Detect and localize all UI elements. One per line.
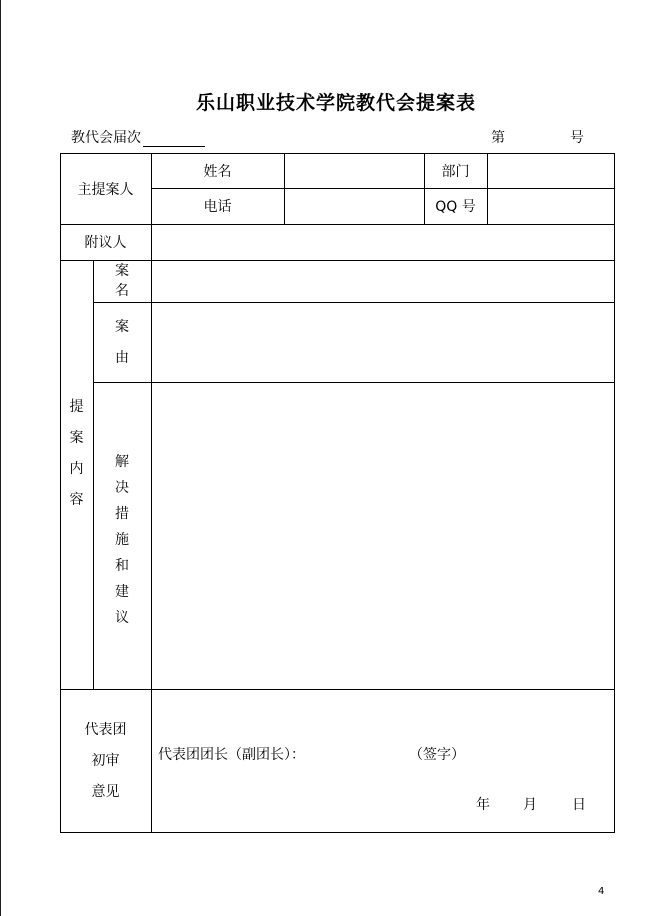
name-label: 姓名: [203, 163, 232, 180]
table-border-right: [614, 153, 615, 833]
solutions-field[interactable]: [151, 382, 614, 689]
content-section-label: [60, 400, 93, 540]
solutions-char: 建: [115, 584, 129, 600]
qq-field[interactable]: [487, 188, 614, 224]
number-suffix: 号: [569, 130, 584, 146]
solutions-char: 决: [115, 480, 129, 496]
proposal-number: [491, 127, 584, 147]
page-number: 4: [598, 886, 605, 897]
case-reason-field[interactable]: [151, 302, 614, 382]
leader-label: 代表团团长（副团长）：: [158, 747, 305, 763]
number-prefix: 第: [491, 130, 505, 146]
date-day: 日: [572, 797, 586, 813]
content-char: 容: [69, 492, 84, 508]
form-title: 乐山职业技术学院教代会提案表: [195, 92, 476, 114]
solutions-char: 措: [115, 506, 129, 522]
co-signers-field[interactable]: [151, 224, 614, 260]
department-label: 部门: [441, 163, 470, 180]
session-field: [71, 127, 205, 147]
solutions-char: 和: [115, 558, 129, 574]
solutions-label: [93, 455, 151, 625]
case-name-char: 案: [115, 263, 129, 279]
qq-label: QQ 号: [435, 199, 476, 215]
case-name-char: 名: [115, 283, 129, 299]
review-line: 代表团: [84, 721, 127, 738]
signature-label: （签字）: [409, 747, 465, 763]
date-month: 月: [523, 797, 537, 813]
case-reason-char: 由: [115, 349, 129, 366]
solutions-char: 施: [115, 532, 129, 548]
case-reason-label: [93, 302, 151, 382]
solutions-char: 议: [115, 610, 129, 626]
review-line: 意见: [91, 783, 120, 800]
session-label: 教代会届次: [71, 130, 141, 146]
review-label: [60, 689, 151, 832]
department-field[interactable]: [487, 153, 614, 188]
co-signers-label: 附议人: [84, 235, 127, 251]
solutions-char: 解: [115, 454, 129, 470]
session-blank[interactable]: [143, 131, 205, 147]
phone-label: 电话: [203, 199, 232, 215]
phone-field[interactable]: [284, 188, 424, 224]
page-edge: [0, 0, 1, 916]
table-border-bottom: [60, 832, 615, 833]
content-char: 内: [69, 461, 84, 477]
main-proposer-label: 主提案人: [77, 181, 134, 198]
case-name-field[interactable]: [151, 260, 614, 302]
review-line: 初审: [91, 752, 120, 769]
content-char: 案: [69, 430, 84, 446]
case-name-label: [93, 260, 151, 302]
name-field[interactable]: [284, 153, 424, 188]
content-char: 提: [69, 399, 84, 415]
date-year: 年: [476, 797, 490, 813]
case-reason-char: 案: [115, 318, 129, 335]
